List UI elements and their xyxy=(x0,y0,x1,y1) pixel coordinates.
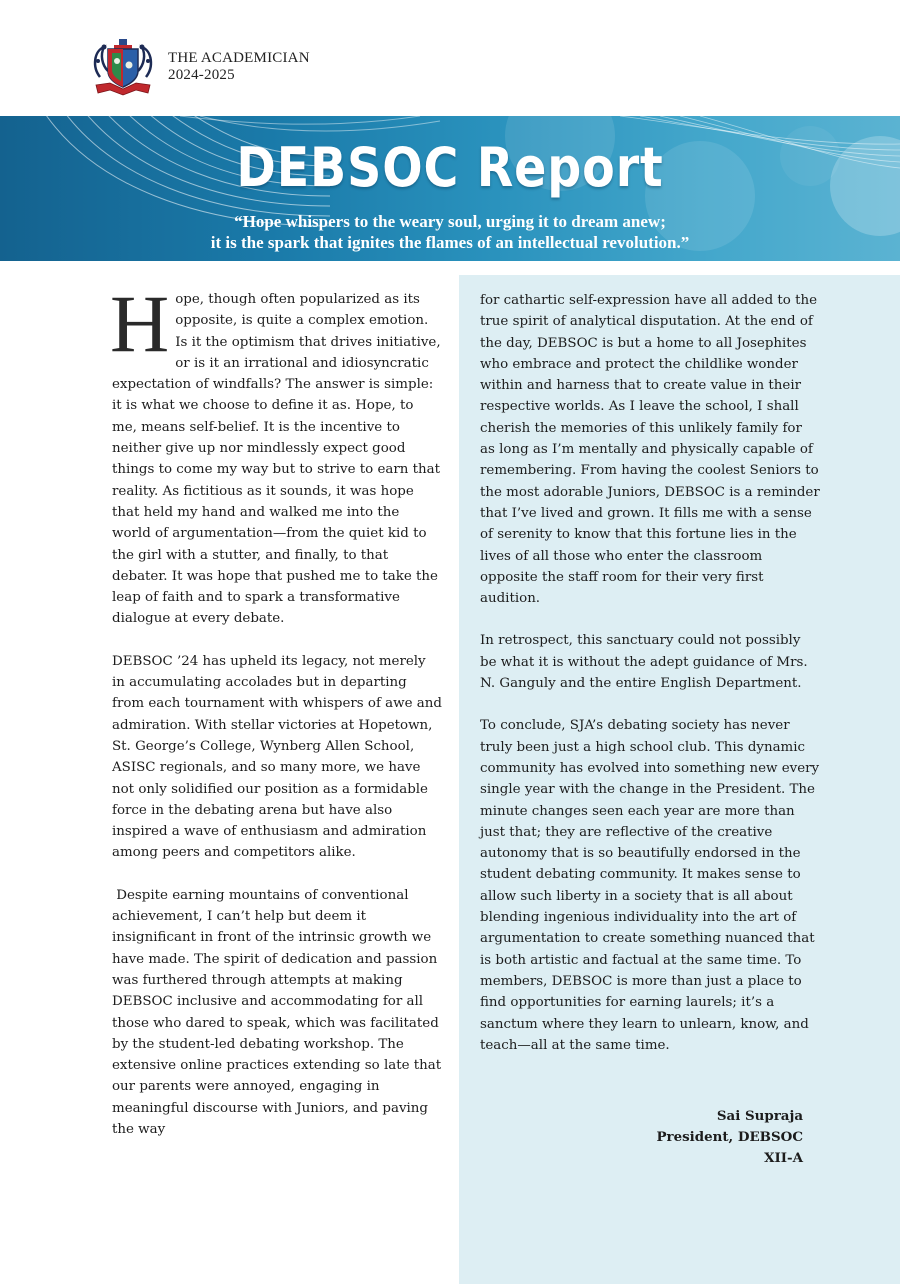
article-paragraph-5: To conclude, SJA’s debating society has never truly been just a high school club. This dynamic community has evolved into something new every single year with the change in the President. The minute changes seen each year are more than just that; they are reflective of the creative autonomy that is so beautifully endorsed in the student debating community. It makes sense to allow such liberty in a society that is all about blending ingenious individuality into the art of argumentation to create something nuanced that is both artistic and factual at the same time. To members, DEBSOC is more than just a place to find opportunities for earning laurels; it’s a sanctum where they learn to unlearn, know, and teach—all at the same time. xyxy=(480,718,820,1053)
author-signature xyxy=(656,1106,803,1169)
article-column-right xyxy=(480,290,820,1077)
article-paragraph-4: In retrospect, this sanctuary could not possibly be what it is without the adept guidance of Mrs. N. Ganguly and the entire English Department. xyxy=(480,633,808,692)
author-title: President, DEBSOC xyxy=(656,1129,803,1145)
page-header xyxy=(90,36,310,98)
article-paragraph-1 xyxy=(110,278,442,630)
article-paragraph-3: Despite earning mountains of conventional achievement, I can’t help but deem it insignificant in front of the intrinsic growth we have made. The spirit of dedication and passion was furthered through attempts at making DEBSOC inclusive and accommodating for all those who dared to speak, which was facilitated by the student-led debating workshop. The extensive online practices extending so late that our parents were annoyed, engaging in meaningful discourse with Juniors, and paving the way xyxy=(112,887,446,1137)
quote-line-1: “Hope whispers to the weary soul, urging it to dream anew; xyxy=(234,212,666,231)
school-crest-icon xyxy=(90,37,156,97)
banner-quote xyxy=(0,211,900,253)
publication-year: 2024-2025 xyxy=(168,67,235,83)
drop-cap: H xyxy=(110,278,170,369)
article-paragraph-2: DEBSOC ’24 has upheld its legacy, not merely in accumulating accolades but in departing from each tournament with whispers of awe and admiration. With stellar victories at Hopetown, St. George’s College, Wynberg Allen School, ASISC regionals, and so many more, we have not only solidified our position as a formidable force in the debating arena but have also inspired a wave of enthusiasm and admiration among peers and competitors alike. xyxy=(112,653,442,861)
title-banner xyxy=(0,116,900,261)
paragraph-1-text: ope, though often popularized as its opposite, is quite a complex emotion. Is it the optimism that drives initiative, or is it an irrational and idiosyncratic expectation of windfalls? The answer is simple: it is what we choose to define it as. Hope, to me, means self-belief. It is the incentive to neither give up nor mindlessly expect good things to come my way but to strive to earn that reality. As fictitious as it sounds, it was hope that held my hand and walked me into the world of argumentation—from the quiet kid to the girl with a stutter, and finally, to that debater. It was hope that pushed me to take the leap of faith and to spark a transformative dialogue at every debate. xyxy=(112,292,441,627)
author-class: XII-A xyxy=(764,1150,803,1166)
article-paragraph-3-continued: for cathartic self-expression have all added to the true spirit of analytical disputation. At the end of the day, DEBSOC is but a home to all Josephites who embrace and protect the childlike wonder within and harness that to create value in their respective worlds. As I leave the school, I shall cherish the memories of this unlikely family for as long as I’m mentally and physically capable of remembering. From having the coolest Seniors to the most adorable Juniors, DEBSOC is a reminder that I’ve lived and grown. It fills me with a sense of serenity to know that this fortune lies in the lives of all those who enter the classroom opposite the staff room for their very first audition. xyxy=(480,293,820,607)
article-column-left xyxy=(110,278,446,1161)
page-title: DEBSOC Report xyxy=(236,136,664,199)
quote-line-2: it is the spark that ignites the flames of an intellectual revolution.” xyxy=(210,233,690,252)
publication-name: THE ACADEMICIAN xyxy=(168,50,310,66)
author-name: Sai Supraja xyxy=(716,1108,803,1124)
